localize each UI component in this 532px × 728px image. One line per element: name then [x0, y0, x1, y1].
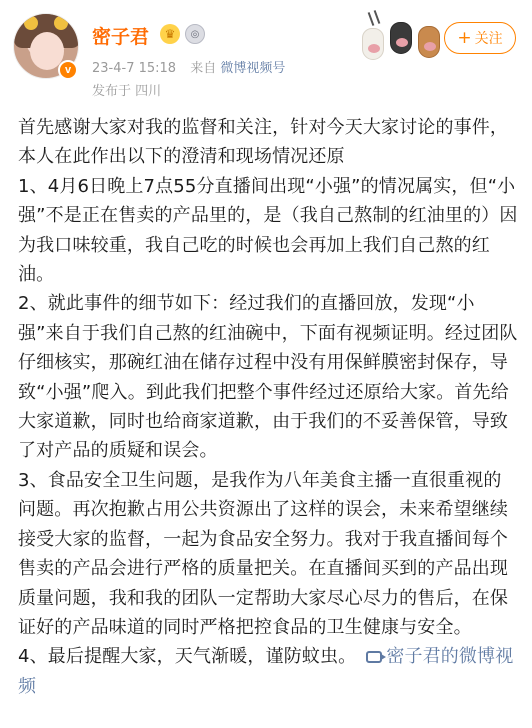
source-prefix: 来自	[190, 61, 217, 76]
follow-label: 关注	[474, 31, 503, 47]
crown-badge-icon[interactable]: ♛	[160, 24, 180, 44]
video-link-label: 密子君的微博视频	[18, 646, 514, 697]
post-body	[18, 113, 518, 701]
paw-icon	[390, 22, 412, 54]
cat-paw-decoration-icon	[362, 10, 452, 60]
author-name[interactable]: 密子君	[92, 26, 150, 48]
post-location: 发布于 四川	[92, 84, 162, 99]
post-header	[0, 0, 532, 110]
post-paragraph-1: 1、4月6日晚上7点55分直播间出现“小强”的情况属实，但“小强”不是正在售卖的产品里的，是（我自己熬制的红油里的）因为我口味较重，我自己吃的时候也会再加上我们自己熬的红油。	[18, 175, 518, 286]
video-icon	[366, 651, 382, 663]
post-paragraph-intro: 首先感谢大家对我的监督和关注，针对今天大家讨论的事件，本人在此作出以下的澄清和现场情况还原	[18, 117, 509, 168]
avatar-ear-right	[54, 16, 68, 30]
verified-icon: v	[58, 60, 78, 80]
post-paragraph-4	[18, 642, 518, 701]
post-paragraph-3: 3、食品安全卫生问题，是我作为八年美食主播一直很重视的问题。再次抱歉占用公共资源出了这样的误会，未来希望继续接受大家的监督，一起为食品安全努力。我对于我直播间每个售卖的产品会进行严格的质量把关。在直播间买到的产品出现质量问题，我和我的团队一定帮助大家尽心尽力的售后，在保证好的产品味道的同时严格把控食品的卫生健康与安全。	[18, 469, 509, 638]
paw-icon	[418, 26, 440, 58]
avatar-ear-left	[24, 16, 38, 30]
post-paragraph-4-text: 4、最后提醒大家，天气渐暖，谨防蚊虫。	[18, 646, 357, 668]
paw-icon	[362, 28, 384, 60]
plus-icon: +	[457, 27, 472, 48]
follow-button[interactable]	[444, 22, 516, 54]
post-meta	[92, 57, 285, 76]
scratch-mark-icon	[368, 12, 375, 26]
scratch-mark-icon	[374, 10, 381, 24]
post-paragraph-2: 2、就此事件的细节如下：经过我们的直播回放，发现“小强”来自于我们自己熬的红油碗中，下面有视频证明。经过团队仔细核实，那碗红油在储存过程中没有用保鲜膜密封保存，导致“小强”爬入。到此我们把整个事件经过还原给大家。首先给大家道歉，同时也给商家道歉，由于我们的不妥善保管，导致了对产品的质疑和误会。	[18, 293, 518, 462]
post-source-link[interactable]: 微博视频号	[220, 61, 286, 76]
medal-badge-icon[interactable]: ◎	[185, 24, 205, 44]
post-time: 23-4-7 15:18	[92, 61, 177, 76]
